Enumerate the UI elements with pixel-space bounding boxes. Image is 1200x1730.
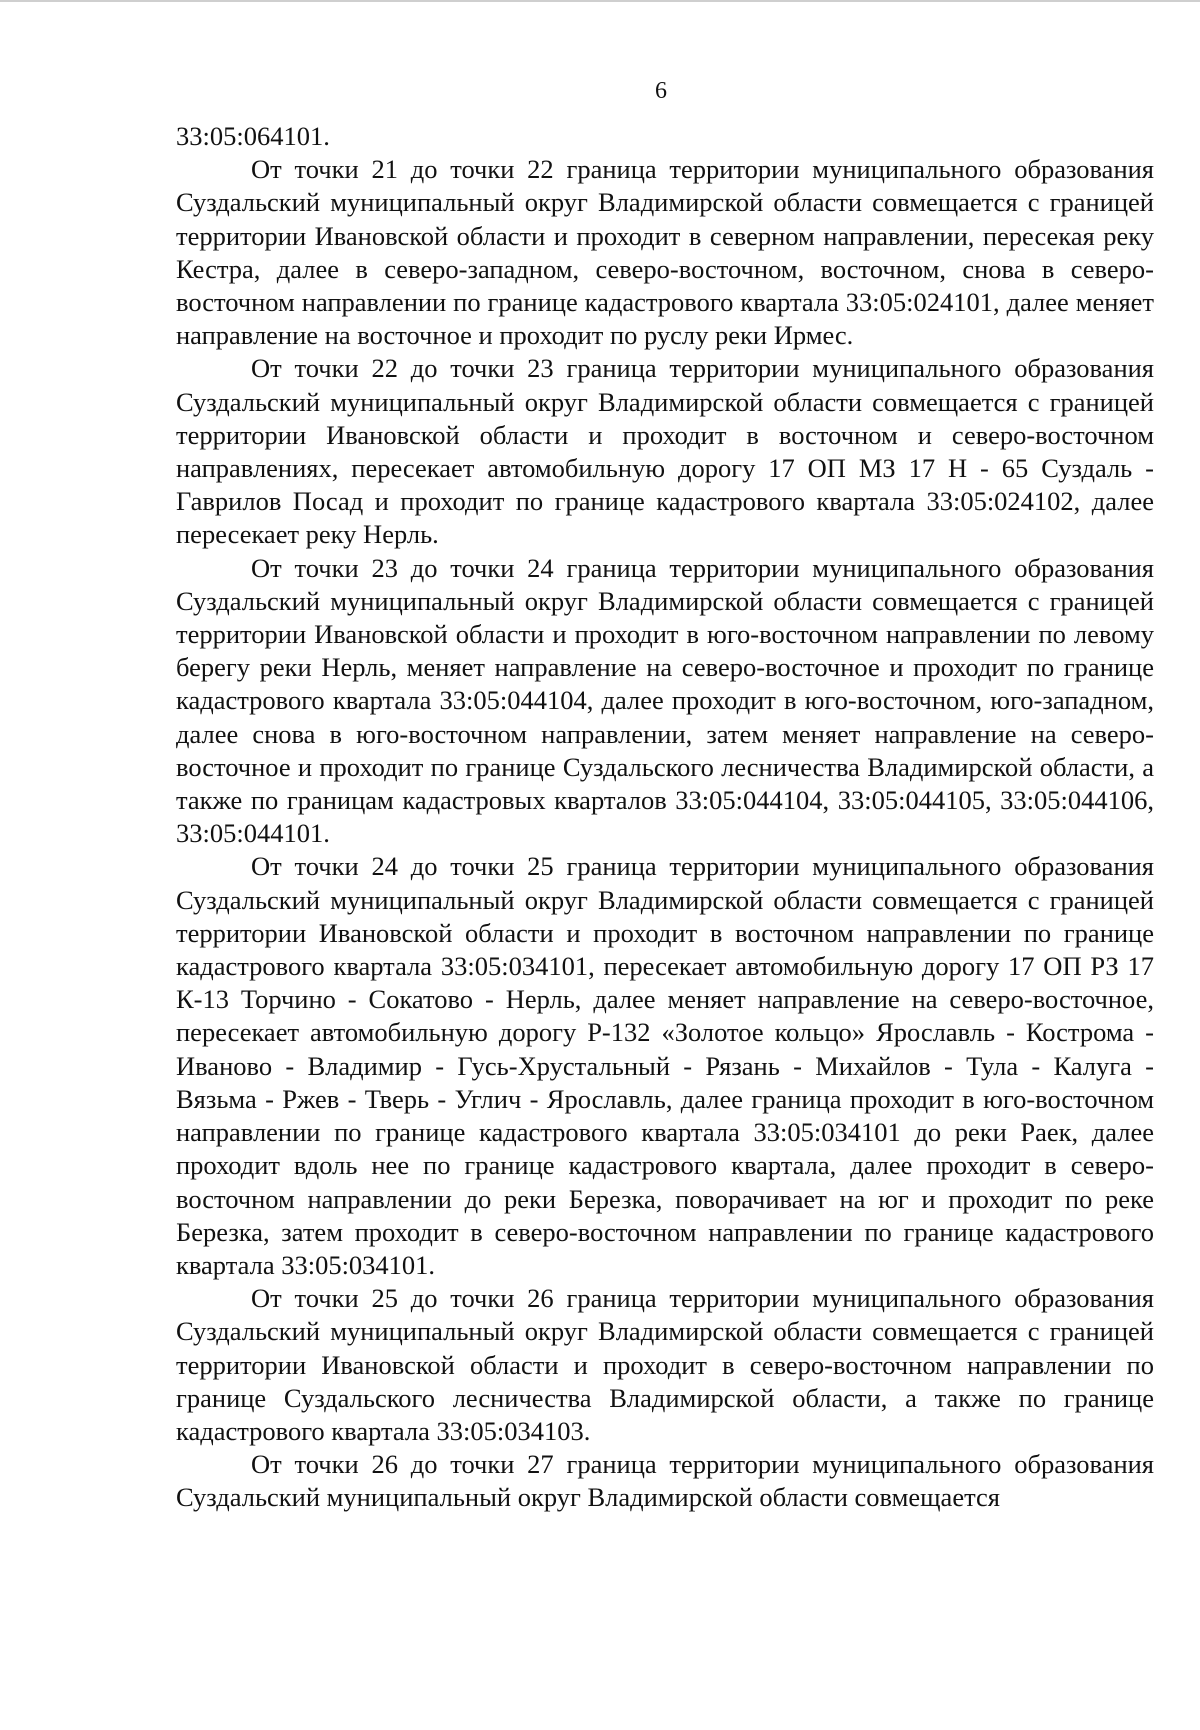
paragraph-point-25-26: От точки 25 до точки 26 граница территории муниципального образования Суздальский муниципальный округ Владимирской области совмещается с границей территории Ивановской области и проходит в северо-восточном направлении по границе Суздальского лесничества Владимирской области, а также по границе кадастрового квартала 33:05:034103. bbox=[176, 1283, 1154, 1446]
paragraph-point-22-23: От точки 22 до точки 23 граница территории муниципального образования Суздальский муниципальный округ Владимирской области совмещается с границей территории Ивановской области и проходит в восточном и северо-восточном направлениях, пересекает автомобильную дорогу 17 ОП МЗ 17 Н - 65 Суздаль - Гаврилов Посад и проходит по границе кадастрового квартала 33:05:024102, далее пересекает реку Нерль. bbox=[176, 353, 1154, 550]
paragraph-point-23-24: От точки 23 до точки 24 граница территории муниципального образования Суздальский муниципальный округ Владимирской области совмещается с границей территории Ивановской области и проходит в юго-восточном направлении по левому берегу реки Нерль, меняет направление на северо-восточное и проходит по границе кадастрового квартала 33:05:044104, далее проходит в юго-восточном, юго-западном, далее снова в юго-восточном направлении, затем меняет направление на северо-восточное и проходит по границе Суздальского лесничества Владимирской области, а также по границам кадастровых кварталов 33:05:044104, 33:05:044105, 33:05:044106, 33:05:044101. bbox=[176, 552, 1154, 849]
document-body bbox=[176, 120, 1154, 1515]
paragraph-continuation: 33:05:064101. bbox=[176, 121, 330, 151]
paragraph-point-21-22: От точки 21 до точки 22 граница территории муниципального образования Суздальский муниципальный округ Владимирской области совмещается с границей территории Ивановской области и проходит в северном направлении, пересекая реку Кестра, далее в северо-западном, северо-восточном, восточном, снова в северо-восточном направлении по границе кадастрового квартала 33:05:024101, далее меняет направление на восточное и проходит по руслу реки Ирмес. bbox=[176, 154, 1154, 351]
page-number: 6 bbox=[655, 78, 667, 104]
paragraph-point-26-27: От точки 26 до точки 27 граница территории муниципального образования Суздальский муниципальный округ Владимирской области совмещается bbox=[176, 1449, 1154, 1513]
paragraph-point-24-25: От точки 24 до точки 25 граница территории муниципального образования Суздальский муниципальный округ Владимирской области совмещается с границей территории Ивановской области и проходит в восточном направлении по границе кадастрового квартала 33:05:034101, пересекает автомобильную дорогу 17 ОП РЗ 17 К-13 Торчино - Сокатово - Нерль, далее меняет направление на северо-восточное, пересекает автомобильную дорогу Р-132 «Золотое кольцо» Ярославль - Кострома - Иваново - Владимир - Гусь-Хрустальный - Рязань - Михайлов - Тула - Калуга - Вязьма - Ржев - Тверь - Углич - Ярославль, далее граница проходит в юго-восточном направлении по границе кадастрового квартала 33:05:034101 до реки Раек, далее проходит вдоль нее по границе кадастрового квартала, далее проходит в северо-восточном направлении до реки Березка, поворачивает на юг и проходит по реке Березка, затем проходит в северо-восточном направлении по границе кадастрового квартала 33:05:034101. bbox=[176, 851, 1154, 1280]
top-edge-rule bbox=[0, 0, 1200, 2]
